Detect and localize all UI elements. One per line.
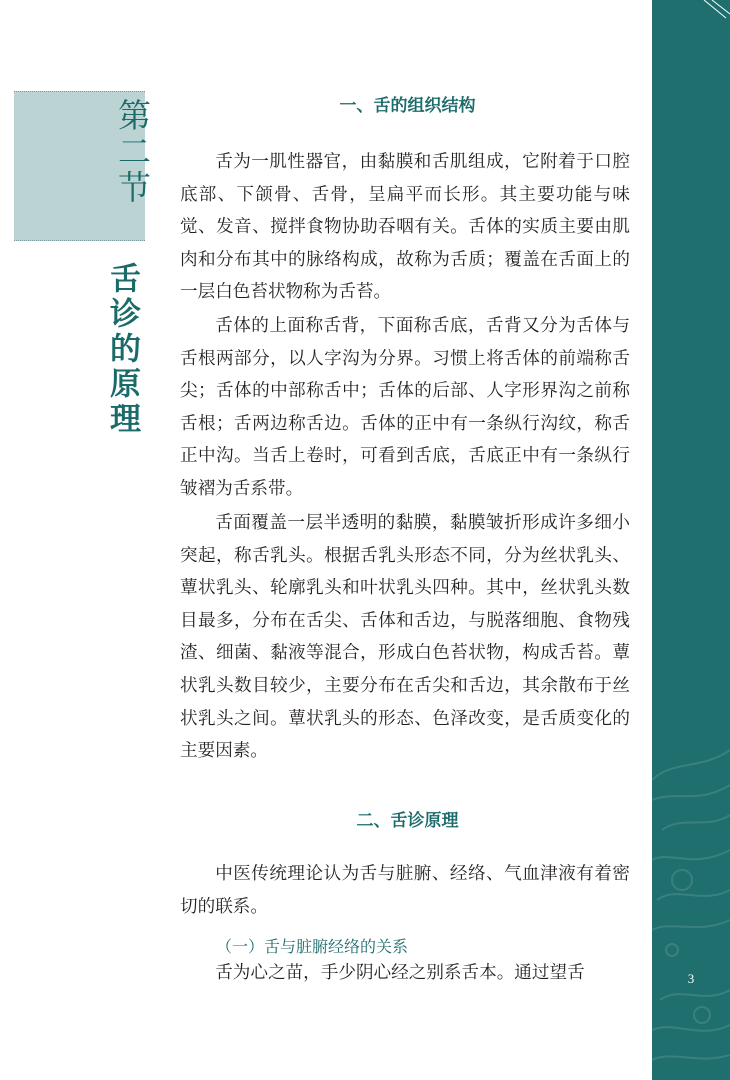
page-number: 3 — [687, 971, 695, 986]
section-title: 舌诊的原理 — [104, 262, 140, 437]
cloud-pattern-icon — [652, 0, 730, 1080]
paragraph-1: 舌为一肌性器官，由黏膜和舌肌组成，它附着于口腔底部、下颌骨、舌骨，呈扁平而长形。其主要功能与味觉、发音、搅拌食物协助吞咽有关。舌体的实质主要由肌肉和分布其中的脉络构成，故称为舌质；覆盖在舌面上的一层白色苔状物称为舌苔。 — [180, 152, 630, 303]
heading-tongue-structure: 一、舌的组织结构 — [339, 96, 476, 116]
paragraph-4: 中医传统理论认为舌与脏腑、经络、气血津液有着密切的联系。 — [180, 864, 630, 917]
section-label-box — [14, 91, 152, 241]
heading-tongue-diagnosis-principle: 二、舌诊原理 — [356, 811, 459, 831]
sub-heading-organs-meridians: （一）舌与脏腑经络的关系 — [216, 937, 409, 956]
paragraph-2: 舌体的上面称舌背，下面称舌底，舌背又分为舌体与舌根两部分，以人字沟为分界。习惯上将舌体的前端称舌尖；舌体的中部称舌中；舌体的后部、人字形界沟之前称舌根；舌两边称舌边。舌体的正中有一条纵行沟纹，称舌正中沟。当舌上卷时，可看到舌底，舌底正中有一条纵行皱褶为舌系带。 — [180, 316, 630, 499]
section-number-label: 第二节 — [113, 98, 152, 206]
side-band — [652, 0, 730, 1080]
paragraph-5: 舌为心之苗，手少阴心经之别系舌本。通过望舌 — [215, 963, 585, 983]
paragraph-3: 舌面覆盖一层半透明的黏膜，黏膜皱折形成许多细小突起，称舌乳头。根据舌乳头形态不同，分为丝状乳头、蕈状乳头、轮廓乳头和叶状乳头四种。其中，丝状乳头数目最多，分布在舌尖、舌体和舌边，与脱落细胞、食物残渣、细菌、黏液等混合，形成白色苔状物，构成舌苔。蕈状乳头数目较少，主要分布在舌尖和舌边，其余散布于丝状乳头之间。蕈状乳头的形态、色泽改变，是舌质变化的主要因素。 — [180, 513, 630, 762]
corner-crop-marks — [700, 0, 730, 20]
